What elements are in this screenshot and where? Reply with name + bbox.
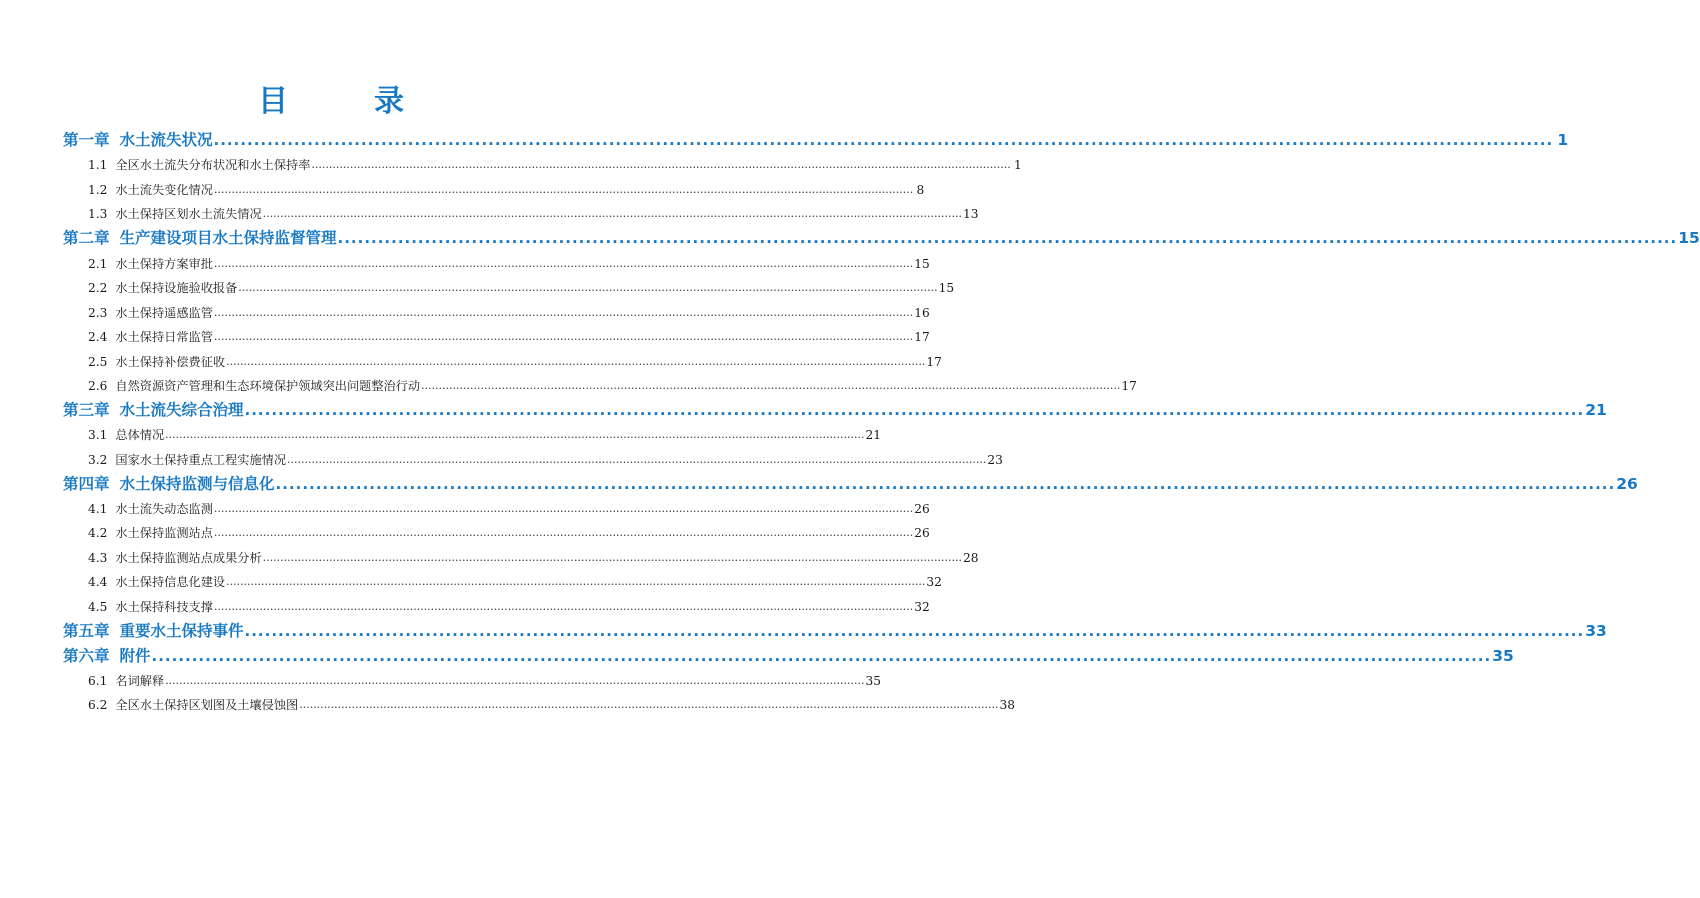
section-number: 4.2 xyxy=(88,526,108,540)
page-number: 23 xyxy=(987,453,1003,467)
section-title: 水土保持区划水土流失情况 xyxy=(115,207,262,221)
page-number: 17 xyxy=(914,330,930,344)
toc-section-4-1[interactable] xyxy=(88,499,930,519)
section-number: 4.4 xyxy=(88,575,108,589)
page-number: 15 xyxy=(938,281,955,295)
page-number: 21 xyxy=(865,428,881,442)
toc-chapter-1[interactable] xyxy=(63,129,1569,151)
page-number: 35 xyxy=(865,674,881,688)
toc-chapter-6[interactable] xyxy=(63,645,1514,667)
section-title: 水土流失变化情况 xyxy=(115,183,213,197)
chapter-title: 重要水土保持事件 xyxy=(119,622,244,640)
section-title: 全区水土保持区划图及土壤侵蚀图 xyxy=(115,698,299,712)
dot-leader: ........................................................................................................................................................................................................ xyxy=(337,229,1678,247)
section-title: 总体情况 xyxy=(115,428,165,442)
page-number: 21 xyxy=(1585,401,1607,419)
section-title: 全区水土流失分布状况和水土保持率 xyxy=(115,158,311,172)
dot-leader: ........................................................................................................................................................................................................ xyxy=(262,551,962,564)
section-title: 水土保持监测站点成果分析 xyxy=(115,551,262,565)
toc-section-2-4[interactable] xyxy=(88,327,930,347)
toc-section-4-3[interactable] xyxy=(88,548,979,568)
section-number: 6.2 xyxy=(88,698,108,712)
section-number: 3.1 xyxy=(88,428,108,442)
dot-leader: ........................................................................................................................................................................................................ xyxy=(213,526,914,539)
dot-leader: ........................................................................................................................................................................................................ xyxy=(165,428,865,441)
page-number: 17 xyxy=(1121,379,1137,393)
toc-chapter-2[interactable] xyxy=(63,227,1700,249)
section-title: 水土保持遥感监管 xyxy=(115,306,213,320)
chapter-title: 水土流失综合治理 xyxy=(119,401,244,419)
dot-leader: ........................................................................................................................................................................................................ xyxy=(213,502,914,515)
page-number: 1 xyxy=(1557,131,1569,149)
toc-section-1-3[interactable] xyxy=(88,204,979,224)
dot-leader: ........................................................................................................................................................................................................ xyxy=(421,379,1121,392)
page-title: 目 录 xyxy=(258,84,432,119)
dot-leader: ........................................................................................................................................................................................................ xyxy=(151,647,1492,665)
dot-leader: ........................................................................................................................................................................................................ xyxy=(213,257,914,270)
page-number: 26 xyxy=(914,502,930,516)
chapter-number: 第一章 xyxy=(63,131,110,149)
toc-section-6-2[interactable] xyxy=(88,695,1016,715)
chapter-number: 第二章 xyxy=(63,229,110,247)
chapter-title: 水土流失状况 xyxy=(119,131,213,149)
chapter-number: 第六章 xyxy=(63,647,110,665)
toc-section-3-2[interactable] xyxy=(88,450,1003,470)
dot-leader: ........................................................................................................................................................................................................ xyxy=(213,330,914,343)
section-title: 水土保持监测站点 xyxy=(115,526,213,540)
chapter-title: 附件 xyxy=(119,647,151,665)
section-number: 3.2 xyxy=(88,453,108,467)
dot-leader: ........................................................................................................................................................................................................ xyxy=(226,575,926,588)
section-title: 水土保持信息化建设 xyxy=(115,575,226,589)
toc-section-2-3[interactable] xyxy=(88,303,930,323)
page-number: 38 xyxy=(999,698,1016,712)
section-number: 4.3 xyxy=(88,551,108,565)
toc-section-4-4[interactable] xyxy=(88,572,942,592)
dot-leader: ........................................................................................................................................................................................................ xyxy=(262,207,962,220)
section-number: 1.1 xyxy=(88,158,108,172)
toc-section-1-1[interactable] xyxy=(88,155,1022,175)
toc-section-6-1[interactable] xyxy=(88,671,881,691)
toc-section-2-6[interactable] xyxy=(88,376,1137,396)
toc-section-3-1[interactable] xyxy=(88,425,881,445)
toc-section-2-1[interactable] xyxy=(88,254,930,274)
section-number: 1.3 xyxy=(88,207,108,221)
dot-leader: ........................................................................................................................................................................................................ xyxy=(213,131,1554,149)
dot-leader: ........................................................................................................................................................................................................ xyxy=(311,158,1011,171)
section-title: 水土保持科技支撑 xyxy=(115,600,213,614)
toc-section-2-2[interactable] xyxy=(88,278,955,298)
chapter-title: 水土保持监测与信息化 xyxy=(119,475,275,493)
page-number: 17 xyxy=(926,355,942,369)
section-title: 水土保持补偿费征收 xyxy=(115,355,226,369)
section-title: 国家水土保持重点工程实施情况 xyxy=(115,453,287,467)
chapter-number: 第五章 xyxy=(63,622,110,640)
page-number: 1 xyxy=(1013,158,1022,172)
page-number: 33 xyxy=(1585,622,1607,640)
page-number: 15 xyxy=(1678,229,1700,247)
section-number: 4.5 xyxy=(88,600,108,614)
toc-section-1-2[interactable] xyxy=(88,180,925,200)
dot-leader: ........................................................................................................................................................................................................ xyxy=(226,355,926,368)
page-number: 26 xyxy=(1616,475,1638,493)
page-number: 16 xyxy=(914,306,930,320)
toc-chapter-4[interactable] xyxy=(63,473,1638,495)
section-number: 6.1 xyxy=(88,674,108,688)
section-title: 水土保持日常监管 xyxy=(115,330,213,344)
page-number: 32 xyxy=(914,600,930,614)
chapter-title: 生产建设项目水土保持监督管理 xyxy=(119,229,337,247)
section-title: 水土流失动态监测 xyxy=(115,502,213,516)
toc-chapter-5[interactable] xyxy=(63,620,1607,642)
section-number: 2.4 xyxy=(88,330,108,344)
page-number: 13 xyxy=(962,207,979,221)
section-title: 水土保持设施验收报备 xyxy=(115,281,238,295)
section-title: 水土保持方案审批 xyxy=(115,257,213,271)
dot-leader: ........................................................................................................................................................................................................ xyxy=(213,306,914,319)
page-number: 35 xyxy=(1492,647,1514,665)
section-number: 2.1 xyxy=(88,257,108,271)
dot-leader: ........................................................................................................................................................................................................ xyxy=(287,453,987,466)
section-number: 1.2 xyxy=(88,183,108,197)
toc-section-2-5[interactable] xyxy=(88,352,942,372)
dot-leader: ........................................................................................................................................................................................................ xyxy=(275,475,1616,493)
toc-chapter-3[interactable] xyxy=(63,399,1607,421)
section-title: 自然资源资产管理和生态环境保护领域突出问题整治行动 xyxy=(115,379,421,393)
section-number: 4.1 xyxy=(88,502,108,516)
section-number: 2.2 xyxy=(88,281,108,295)
section-number: 2.6 xyxy=(88,379,108,393)
section-number: 2.5 xyxy=(88,355,108,369)
section-title: 名词解释 xyxy=(115,674,165,688)
dot-leader: ........................................................................................................................................................................................................ xyxy=(213,183,914,196)
page-number: 15 xyxy=(914,257,930,271)
page-number: 32 xyxy=(926,575,942,589)
dot-leader: ........................................................................................................................................................................................................ xyxy=(238,281,938,294)
dot-leader: ........................................................................................................................................................................................................ xyxy=(165,674,865,687)
section-number: 2.3 xyxy=(88,306,108,320)
page-number: 26 xyxy=(914,526,930,540)
chapter-number: 第四章 xyxy=(63,475,110,493)
dot-leader: ........................................................................................................................................................................................................ xyxy=(244,622,1585,640)
toc-section-4-2[interactable] xyxy=(88,523,930,543)
dot-leader: ........................................................................................................................................................................................................ xyxy=(213,600,914,613)
page-number: 8 xyxy=(916,183,925,197)
page-number: 28 xyxy=(962,551,979,565)
chapter-number: 第三章 xyxy=(63,401,110,419)
dot-leader: ........................................................................................................................................................................................................ xyxy=(244,401,1585,419)
dot-leader: ........................................................................................................................................................................................................ xyxy=(299,698,999,711)
toc-section-4-5[interactable] xyxy=(88,597,930,617)
